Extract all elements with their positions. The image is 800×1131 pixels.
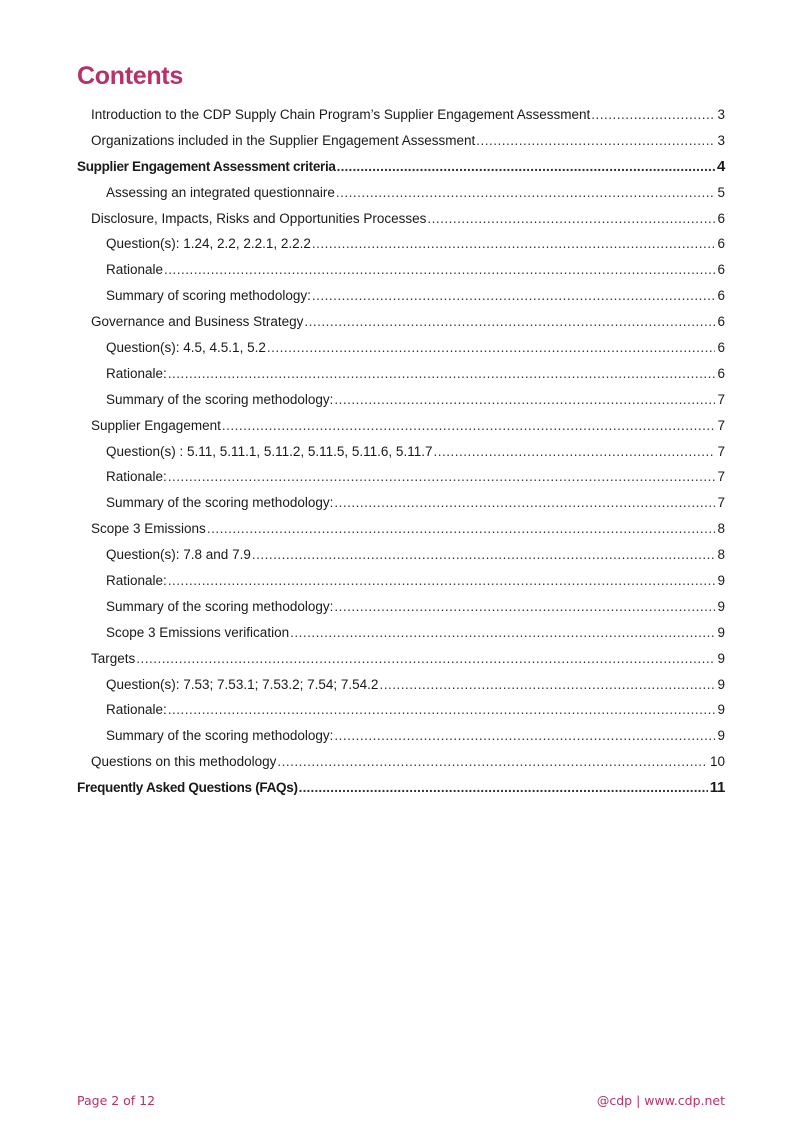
toc-entry-targets[interactable]	[77, 646, 725, 672]
toc-entry-text: Summary of the scoring methodology:	[106, 598, 334, 614]
toc-entry-governance-scoring[interactable]	[77, 387, 725, 413]
toc-entry-text: Frequently Asked Questions (FAQs)	[77, 780, 298, 796]
toc-page-number: 7	[717, 391, 725, 407]
toc-page-number: 9	[717, 728, 725, 744]
toc-page-number: 6	[717, 340, 725, 356]
toc-page-number: 6	[717, 210, 725, 226]
toc-page-number: 6	[717, 236, 725, 252]
toc-entry-targets-questions[interactable]	[77, 672, 725, 698]
toc-entry-disclosure-questions[interactable]	[77, 231, 725, 257]
toc-page-number: 5	[717, 184, 725, 200]
toc-entry-text: Scope 3 Emissions verification	[106, 624, 290, 640]
toc-page-number: 6	[717, 288, 725, 304]
toc-dot-leader	[334, 723, 715, 749]
toc-dot-leader	[164, 257, 715, 283]
toc-entry-disclosure-processes[interactable]	[77, 206, 725, 232]
toc-entry-disclosure-scoring[interactable]	[77, 283, 725, 309]
toc-dot-leader	[476, 128, 715, 154]
toc-dot-leader	[267, 335, 716, 361]
toc-page-number: 9	[717, 676, 725, 692]
toc-entry-integrated-questionnaire[interactable]	[77, 180, 725, 206]
toc-dot-leader	[252, 542, 716, 568]
toc-dot-leader	[336, 180, 716, 206]
toc-page-number: 9	[717, 702, 725, 718]
toc-entry-targets-rationale[interactable]	[77, 697, 725, 723]
toc-entry-engagement-scoring[interactable]	[77, 490, 725, 516]
toc-entry-text: Question(s): 1.24, 2.2, 2.2.1, 2.2.2	[106, 236, 311, 252]
page-title: Contents	[77, 62, 183, 90]
table-of-contents	[77, 102, 725, 801]
toc-entry-text: Supplier Engagement	[91, 417, 221, 433]
toc-page-number: 9	[717, 598, 725, 614]
toc-entry-text: Question(s) : 5.11, 5.11.1, 5.11.2, 5.11.5, 5.11.6, 5.11.7	[106, 443, 433, 459]
toc-entry-assessment-criteria[interactable]	[77, 154, 725, 180]
toc-dot-leader	[168, 361, 716, 387]
toc-entry-text: Rationale:	[106, 573, 167, 589]
toc-entry-scope3-emissions[interactable]	[77, 516, 725, 542]
toc-dot-leader	[277, 749, 708, 775]
toc-dot-leader	[168, 697, 716, 723]
toc-dot-leader	[168, 568, 716, 594]
toc-dot-leader	[427, 206, 715, 232]
toc-page-number: 8	[717, 547, 725, 563]
toc-page-number: 7	[717, 443, 725, 459]
footer-contact: @cdp | www.cdp.net	[596, 1093, 725, 1108]
toc-page-number: 10	[709, 754, 725, 770]
toc-entry-text: Assessing an integrated questionnaire	[106, 184, 335, 200]
toc-dot-leader	[334, 594, 715, 620]
toc-entry-scope3-rationale[interactable]	[77, 568, 725, 594]
toc-entry-disclosure-rationale[interactable]	[77, 257, 725, 283]
toc-entry-text: Targets	[91, 650, 136, 666]
toc-entry-text: Rationale:	[106, 365, 167, 381]
toc-entry-text: Governance and Business Strategy	[91, 314, 304, 330]
toc-page-number: 9	[717, 650, 725, 666]
toc-dot-leader	[304, 309, 715, 335]
toc-entry-governance-rationale[interactable]	[77, 361, 725, 387]
toc-dot-leader	[312, 283, 716, 309]
toc-dot-leader	[222, 413, 716, 439]
toc-entry-text: Question(s): 7.53; 7.53.1; 7.53.2; 7.54; 7.54.2	[106, 676, 379, 692]
toc-dot-leader	[299, 775, 708, 801]
toc-page-number: 7	[717, 495, 725, 511]
toc-entry-text: Question(s): 4.5, 4.5.1, 5.2	[106, 340, 266, 356]
toc-entry-text: Summary of scoring methodology:	[106, 288, 311, 304]
toc-page-number: 3	[717, 107, 725, 122]
toc-entry-organizations-included[interactable]	[77, 128, 725, 154]
toc-entry-engagement-questions[interactable]	[77, 439, 725, 465]
toc-dot-leader	[334, 490, 715, 516]
toc-entry-text: Introduction to the CDP Supply Chain Program’s Supplier Engagement Assessment	[91, 107, 591, 122]
toc-entry-text: Disclosure, Impacts, Risks and Opportunities Processes	[91, 210, 427, 226]
toc-dot-leader	[290, 620, 715, 646]
toc-entry-text: Rationale:	[106, 469, 167, 485]
toc-page-number: 6	[717, 262, 725, 278]
toc-entry-scope3-questions[interactable]	[77, 542, 725, 568]
toc-entry-methodology-questions[interactable]	[77, 749, 725, 775]
toc-entry-text: Organizations included in the Supplier Engagement Assessment	[91, 132, 476, 148]
toc-entry-text: Questions on this methodology	[91, 754, 277, 770]
toc-entry-governance-strategy[interactable]	[77, 309, 725, 335]
toc-entry-scope3-verification[interactable]	[77, 620, 725, 646]
toc-page-number: 3	[717, 132, 725, 148]
toc-page-number: 4	[716, 157, 725, 175]
toc-page-number: 11	[709, 779, 725, 797]
toc-entry-targets-scoring[interactable]	[77, 723, 725, 749]
toc-entry-text: Supplier Engagement Assessment criteria	[77, 158, 336, 174]
toc-entry-governance-questions[interactable]	[77, 335, 725, 361]
toc-dot-leader	[207, 516, 716, 542]
toc-dot-leader	[433, 439, 715, 465]
toc-dot-leader	[379, 672, 715, 698]
toc-entry-supplier-engagement[interactable]	[77, 413, 725, 439]
toc-page-number: 7	[717, 417, 725, 433]
toc-dot-leader	[312, 231, 716, 257]
page-number-footer: Page 2 of 12	[77, 1093, 156, 1108]
toc-entry-text: Summary of the scoring methodology:	[106, 495, 334, 511]
toc-dot-leader	[136, 646, 715, 672]
toc-entry-text: Rationale	[106, 262, 164, 278]
toc-page-number: 6	[717, 314, 725, 330]
toc-entry-scope3-scoring[interactable]	[77, 594, 725, 620]
toc-page-number: 7	[717, 469, 725, 485]
toc-entry-text: Scope 3 Emissions	[91, 521, 206, 537]
toc-dot-leader	[591, 102, 715, 128]
toc-dot-leader	[337, 154, 715, 180]
toc-page-number: 9	[717, 573, 725, 589]
toc-entry-text: Question(s): 7.8 and 7.9	[106, 547, 251, 563]
toc-dot-leader	[168, 464, 716, 490]
toc-page-number: 9	[717, 624, 725, 640]
toc-dot-leader	[334, 387, 715, 413]
toc-page-number: 6	[717, 365, 725, 381]
toc-entry-text: Rationale:	[106, 702, 167, 718]
toc-entry-engagement-rationale[interactable]	[77, 464, 725, 490]
toc-entry-text: Summary of the scoring methodology:	[106, 728, 334, 744]
toc-entry-introduction[interactable]	[77, 102, 725, 128]
toc-entry-faqs[interactable]	[77, 775, 725, 801]
toc-page-number: 8	[717, 521, 725, 537]
toc-entry-text: Summary of the scoring methodology:	[106, 391, 334, 407]
